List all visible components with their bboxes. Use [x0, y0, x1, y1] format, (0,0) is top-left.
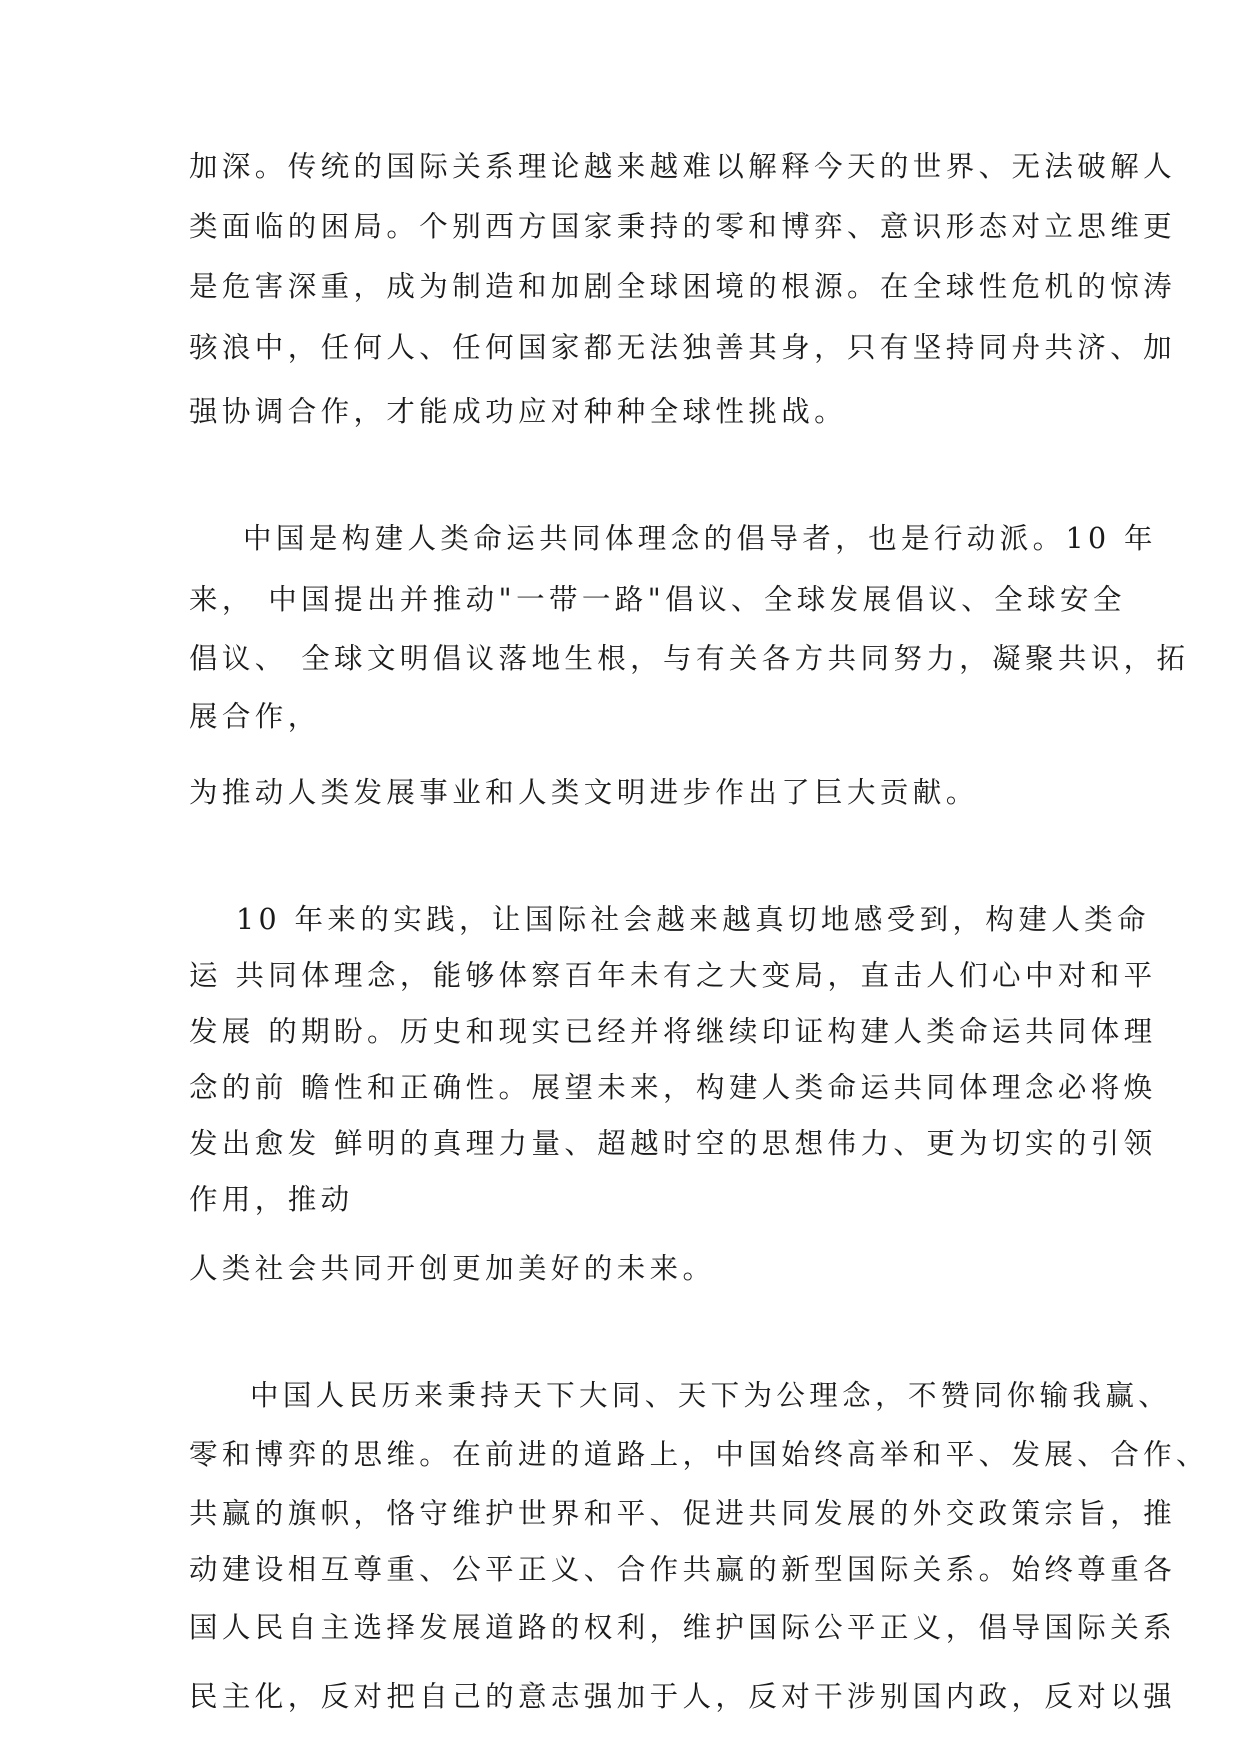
text-line: 倡议、 全球文明倡议落地生根，与有关各方共同努力，凝聚共识，拓	[189, 642, 1190, 675]
text-line: 零和博弈的思维。在前进的道路上，中国始终高举和平、发展、合作、	[189, 1438, 1209, 1471]
text-line: 念的前 瞻性和正确性。展望未来，构建人类命运共同体理念必将焕	[189, 1071, 1157, 1104]
text-line: 强协调合作，才能成功应对种种全球性挑战。	[189, 395, 848, 428]
text-line: 共赢的旗帜，恪守维护世界和平、促进共同发展的外交政策宗旨，推	[189, 1497, 1177, 1530]
text-line: 10 年来的实践，让国际社会越来越真切地感受到，构建人类命	[236, 903, 1150, 936]
text-line: 类面临的困局。个别西方国家秉持的零和博弈、意识形态对立思维更	[189, 210, 1177, 243]
text-line: 中国是构建人类命运共同体理念的倡导者，也是行动派。10 年	[243, 522, 1157, 555]
text-line: 是危害深重，成为制造和加剧全球困境的根源。在全球性危机的惊涛	[189, 270, 1177, 303]
text-line: 加深。传统的国际关系理论越来越难以解释今天的世界、无法破解人	[189, 150, 1177, 183]
text-line: 动建设相互尊重、公平正义、合作共赢的新型国际关系。始终尊重各	[189, 1553, 1177, 1586]
text-line: 为推动人类发展事业和人类文明进步作出了巨大贡献。	[189, 776, 979, 809]
text-line: 作用，推动	[189, 1183, 354, 1216]
text-line: 人类社会共同开创更加美好的未来。	[189, 1252, 716, 1285]
text-line: 展合作，	[189, 700, 321, 733]
text-line: 民主化，反对把自己的意志强加于人，反对干涉别国内政，反对以强	[189, 1680, 1177, 1713]
text-line: 发出愈发 鲜明的真理力量、超越时空的思想伟力、更为切实的引领	[189, 1127, 1157, 1160]
text-line: 运 共同体理念，能够体察百年未有之大变局，直击人们心中对和平	[189, 959, 1157, 992]
text-line: 来， 中国提出并推动"一带一路"倡议、全球发展倡议、全球安全	[189, 583, 1126, 616]
text-line: 发展 的期盼。历史和现实已经并将继续印证构建人类命运共同体理	[189, 1015, 1157, 1048]
text-line: 国人民自主选择发展道路的权利，维护国际公平正义，倡导国际关系	[189, 1611, 1177, 1644]
text-line: 中国人民历来秉持天下大同、天下为公理念，不赞同你输我赢、	[250, 1379, 1172, 1412]
text-line: 骇浪中，任何人、任何国家都无法独善其身，只有坚持同舟共济、加	[189, 331, 1177, 364]
